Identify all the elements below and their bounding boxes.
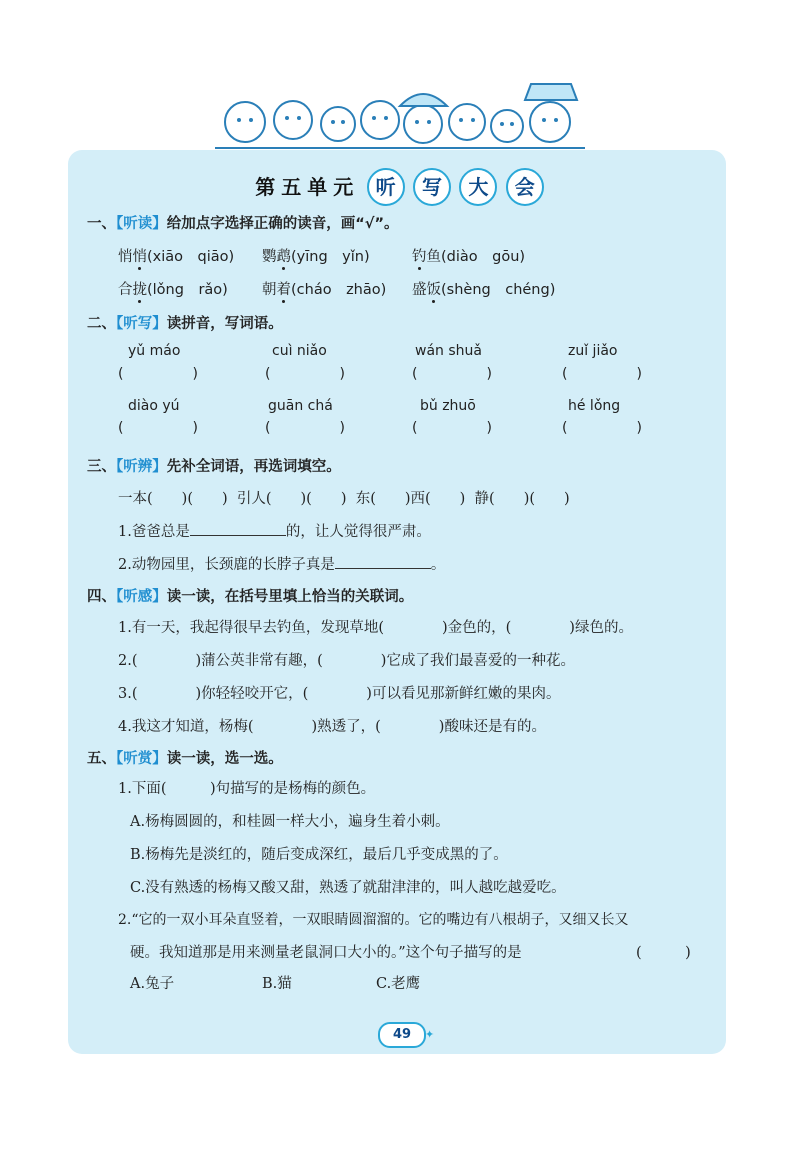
s1-item: 钓鱼(diào gōu) bbox=[412, 249, 526, 265]
pinyin-prompt: guān chá bbox=[268, 398, 333, 414]
fill-blank[interactable] bbox=[190, 521, 286, 536]
question-2-line-1: 2.“它的一双小耳朵直竖着，一双眼睛圆溜溜的。它的嘴边有八根胡子，又细又长又 bbox=[118, 912, 629, 928]
page-number: 49 bbox=[378, 1022, 426, 1048]
option-c[interactable]: C.老鹰 bbox=[376, 976, 421, 992]
star-decoration-icon: ✦ bbox=[425, 1028, 435, 1041]
option-a[interactable]: A.兔子 bbox=[130, 976, 175, 992]
dotted-char: 拢 bbox=[132, 282, 147, 298]
title-bubble: 写 bbox=[413, 168, 451, 206]
pinyin-prompt: bǔ zhuō bbox=[420, 398, 476, 414]
pinyin-prompt: zuǐ jiǎo bbox=[568, 343, 618, 359]
section-tag: 【听赏】 bbox=[116, 751, 167, 767]
pinyin-prompt: yǔ máo bbox=[128, 343, 181, 359]
title-bubble: 大 bbox=[459, 168, 497, 206]
word-completion-row: 一本( )( ) 引人( )( ) 东( )西( ) 静( )( ) bbox=[118, 491, 570, 507]
page-title bbox=[0, 168, 800, 206]
s1-item: 盛饭(shèng chéng) bbox=[412, 282, 556, 298]
section-5-heading: 五、【听赏】读一读，选一选。 bbox=[87, 751, 283, 767]
conjunction-item: 2.( )蒲公英非常有趣，( )它成了我们最喜爱的一种花。 bbox=[118, 653, 575, 669]
dotted-char: 饭 bbox=[426, 282, 441, 298]
pinyin-prompt: wán shuǎ bbox=[415, 343, 482, 359]
title-plain: 第五单元 bbox=[255, 175, 360, 199]
conjunction-item: 1.有一天，我起得很早去钓鱼，发现草地( )金色的，( )绿色的。 bbox=[118, 620, 633, 636]
pinyin-prompt: diào yú bbox=[128, 398, 180, 414]
question-2-line-2: 硬。我知道那是用来测量老鼠洞口大小的。”这个句子描写的是 bbox=[130, 945, 522, 961]
pinyin-prompt: cuì niǎo bbox=[272, 343, 327, 359]
conjunction-item: 4.我这才知道，杨梅( )熟透了，( )酸味还是有的。 bbox=[118, 719, 546, 735]
option-c[interactable]: C.没有熟透的杨梅又酸又甜，熟透了就甜津津的，叫人越吃越爱吃。 bbox=[130, 880, 566, 896]
answer-paren[interactable]: ( ) bbox=[636, 945, 691, 961]
section-2-heading: 二、【听写】读拼音，写词语。 bbox=[87, 316, 283, 332]
section-4-heading: 四、【听感】读一读，在括号里填上恰当的关联词。 bbox=[87, 589, 414, 605]
title-bubble: 会 bbox=[506, 168, 544, 206]
fill-blank[interactable] bbox=[335, 554, 431, 569]
fill-sentence: 2.动物园里，长颈鹿的长脖子真是 。 bbox=[118, 553, 445, 574]
section-1-heading: 一、【听读】给加点字选择正确的读音，画“√”。 bbox=[87, 216, 399, 232]
s1-item: 鹦鹉(yīng yǐn) bbox=[262, 249, 370, 265]
dotted-char: 着 bbox=[276, 282, 291, 298]
option-b[interactable]: B.猫 bbox=[262, 976, 292, 992]
title-bubble: 听 bbox=[367, 168, 405, 206]
cartoon-children-illustration bbox=[205, 78, 595, 150]
s1-item: 朝着(cháo zhāo) bbox=[262, 282, 387, 298]
dotted-char: 悄 bbox=[132, 249, 147, 265]
fill-sentence: 1.爸爸总是 的，让人觉得很严肃。 bbox=[118, 520, 431, 541]
conjunction-item: 3.( )你轻轻咬开它，( )可以看见那新鲜红嫩的果肉。 bbox=[118, 686, 561, 702]
section-tag: 【听辨】 bbox=[116, 459, 167, 475]
question-1: 1.下面( )句描写的是杨梅的颜色。 bbox=[118, 781, 376, 797]
dotted-char: 钓 bbox=[412, 249, 427, 265]
section-tag: 【听读】 bbox=[116, 216, 167, 232]
section-tag: 【听感】 bbox=[116, 589, 167, 605]
dotted-char: 鹉 bbox=[276, 249, 291, 265]
section-3-heading: 三、【听辨】先补全词语，再选词填空。 bbox=[87, 459, 341, 475]
option-b[interactable]: B.杨梅先是淡红的，随后变成深红，最后几乎变成黑的了。 bbox=[130, 847, 508, 863]
s1-item: 合拢(lǒng rǎo) bbox=[118, 282, 228, 298]
pinyin-prompt: hé lǒng bbox=[568, 398, 621, 414]
s1-item: 悄悄(xiāo qiāo) bbox=[118, 249, 235, 265]
option-a[interactable]: A.杨梅圆圆的，和桂圆一样大小，遍身生着小刺。 bbox=[130, 814, 450, 830]
section-tag: 【听写】 bbox=[116, 316, 167, 332]
